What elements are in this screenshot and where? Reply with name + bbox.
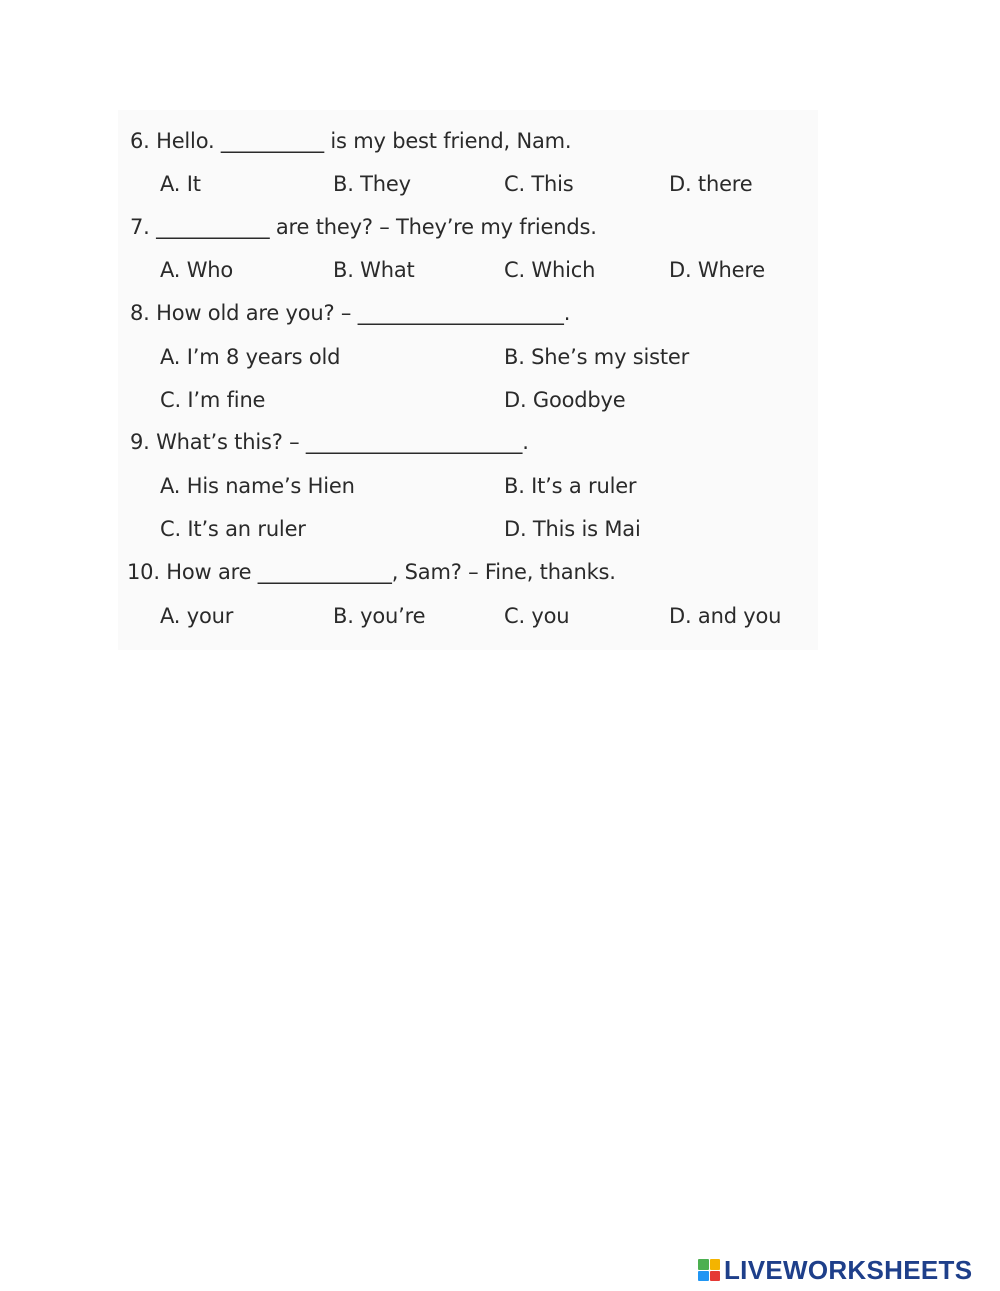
liveworksheets-logo-icon (698, 1259, 720, 1281)
q10-option-c[interactable]: C. you (504, 604, 570, 628)
question-9: 9. What’s this? – _____________________. (130, 430, 529, 454)
q10-option-d[interactable]: D. and you (669, 604, 782, 628)
q9-option-a[interactable]: A. His name’s Hien (160, 474, 355, 498)
q9-option-d[interactable]: D. This is Mai (504, 517, 641, 541)
q8-option-c[interactable]: C. I’m fine (160, 388, 266, 412)
liveworksheets-logo (698, 1255, 972, 1285)
question-6: 6. Hello. __________ is my best friend, Nam. (130, 129, 572, 153)
q9-option-c[interactable]: C. It’s an ruler (160, 517, 306, 541)
q7-option-b[interactable]: B. What (333, 258, 415, 282)
q6-option-c[interactable]: C. This (504, 172, 574, 196)
q8-option-d[interactable]: D. Goodbye (504, 388, 626, 412)
q7-option-a[interactable]: A. Who (160, 258, 234, 282)
q7-option-c[interactable]: C. Which (504, 258, 596, 282)
q8-option-b[interactable]: B. She’s my sister (504, 345, 690, 369)
q8-option-a[interactable]: A. I’m 8 years old (160, 345, 341, 369)
q9-option-b[interactable]: B. It’s a ruler (504, 474, 637, 498)
q10-option-a[interactable]: A. your (160, 604, 234, 628)
question-7: 7. ___________ are they? – They’re my friends. (130, 215, 597, 239)
q6-option-d[interactable]: D. there (669, 172, 753, 196)
q6-option-a[interactable]: A. It (160, 172, 201, 196)
question-10: 10. How are _____________, Sam? – Fine, thanks. (127, 560, 616, 584)
question-8: 8. How old are you? – ____________________. (130, 301, 571, 325)
logo-text: LIVEWORKSHEETS (724, 1254, 973, 1285)
q10-option-b[interactable]: B. you’re (333, 604, 426, 628)
q6-option-b[interactable]: B. They (333, 172, 411, 196)
q7-option-d[interactable]: D. Where (669, 258, 766, 282)
